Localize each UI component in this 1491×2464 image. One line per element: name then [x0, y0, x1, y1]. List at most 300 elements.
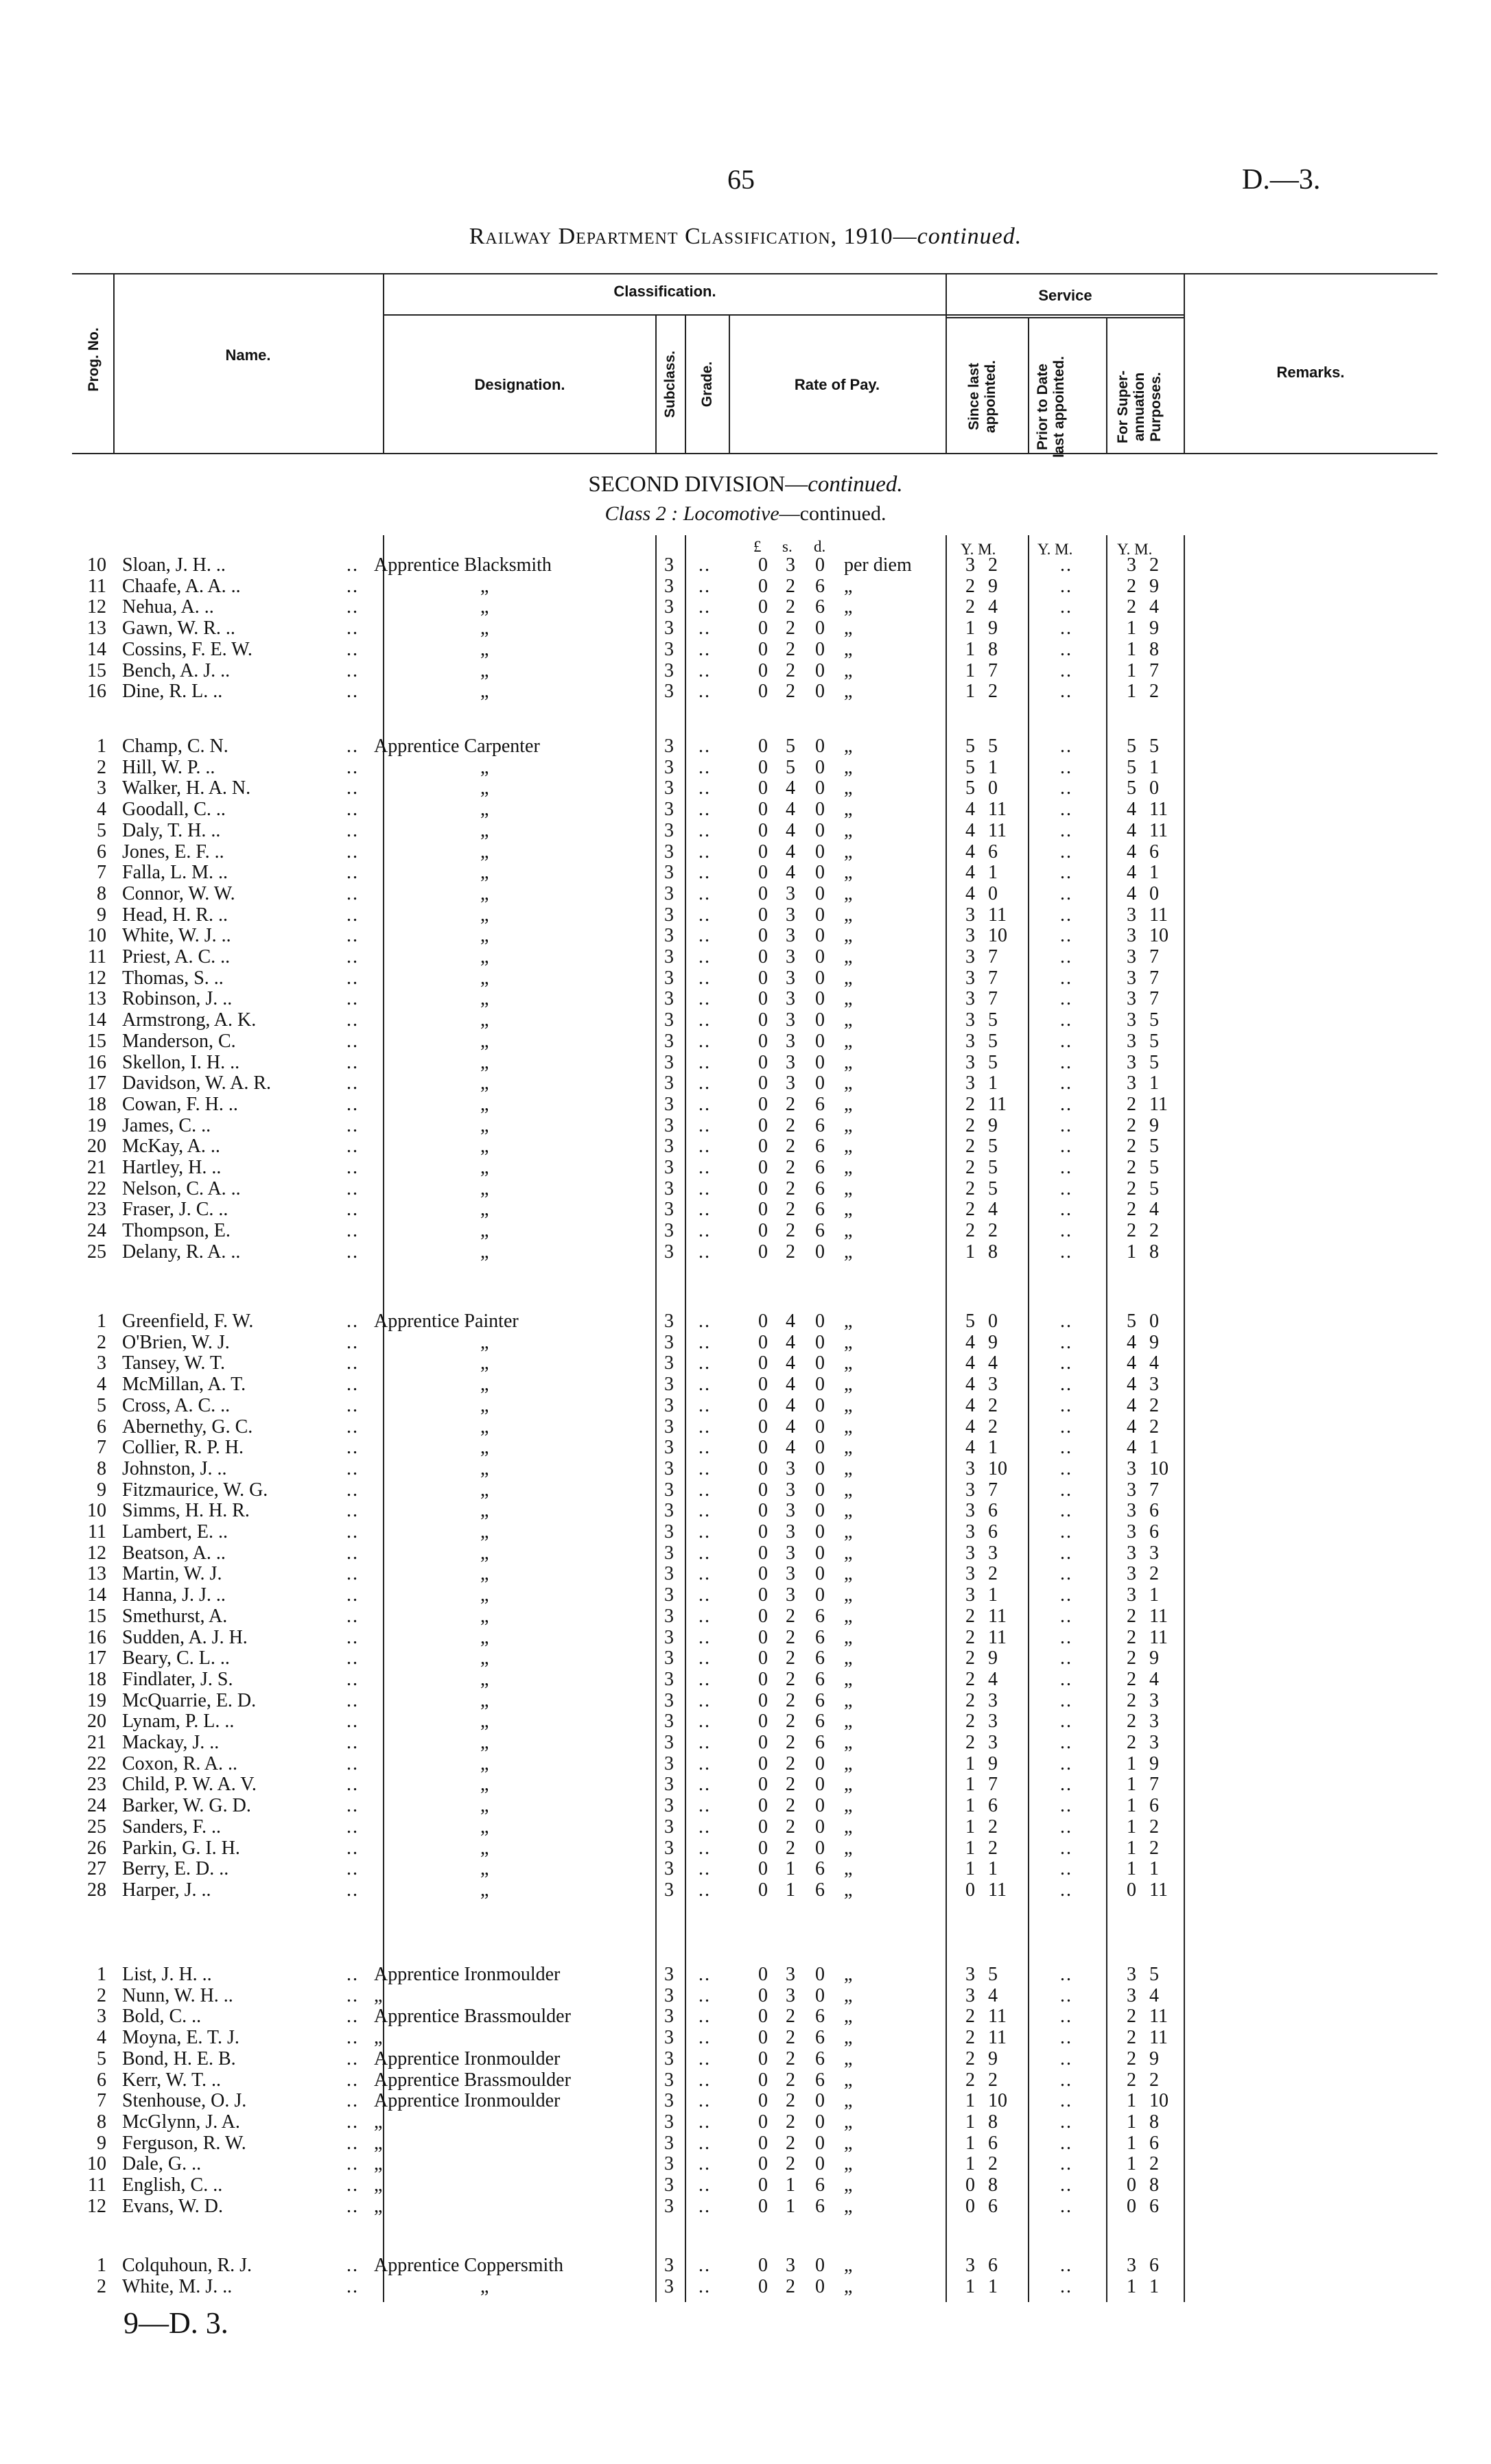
name-cell: Beatson, A. ..: [122, 1542, 226, 1564]
period-cell: „: [844, 681, 853, 702]
super-months-cell: 4: [1149, 1669, 1159, 1690]
name-cell: Beary, C. L. ..: [122, 1647, 230, 1669]
since-years-cell: 2: [965, 1669, 975, 1690]
prog-no-cell: 23: [87, 1199, 106, 1220]
super-months-cell: 2: [1149, 554, 1159, 576]
ditto-mark: „: [480, 1606, 489, 1627]
subclass-cell: 3: [664, 1115, 674, 1136]
table-row: [0, 1072, 1491, 1094]
grade-dots: ..: [698, 1352, 711, 1374]
since-years-cell: 4: [965, 1352, 975, 1374]
table-row: [0, 799, 1491, 821]
super-years-cell: 2: [1127, 2027, 1136, 2048]
since-months-cell: 9: [988, 576, 998, 597]
subclass-cell: 3: [664, 925, 674, 946]
prog-no-cell: 12: [87, 1542, 106, 1564]
table-row: [0, 862, 1491, 884]
pence-cell: 6: [815, 1711, 825, 1732]
name-cell: Greenfield, F. W.: [122, 1311, 254, 1332]
pence-cell: 0: [815, 1838, 825, 1859]
ditto-mark: „: [480, 1374, 489, 1395]
pounds-cell: 0: [758, 1437, 768, 1458]
super-months-cell: 6: [1149, 2255, 1159, 2276]
leader-dots: ..: [347, 1437, 359, 1458]
table-row: [0, 967, 1491, 989]
prog-no-cell: 9: [97, 904, 106, 926]
pounds-cell: 0: [758, 1178, 768, 1199]
table-row: [0, 1521, 1491, 1543]
table-row: [0, 639, 1491, 661]
pounds-cell: 0: [758, 1879, 768, 1901]
prior-dots: ..: [1060, 1647, 1072, 1669]
since-months-cell: 2: [988, 554, 998, 576]
since-months-cell: 10: [988, 2090, 1007, 2111]
grade-dots: ..: [698, 681, 711, 702]
since-years-cell: 1: [965, 2276, 975, 2297]
pence-cell: 0: [815, 883, 825, 904]
section-title-main: SECOND DIVISION—: [588, 472, 808, 497]
prior-dots: ..: [1060, 1479, 1072, 1501]
name-cell: Mackay, J. ..: [122, 1732, 220, 1753]
page-number: 65: [727, 164, 755, 195]
super-years-cell: 4: [1127, 1332, 1136, 1353]
since-months-cell: 2: [988, 1220, 998, 1241]
since-years-cell: 3: [965, 1458, 975, 1479]
prior-dots: ..: [1060, 862, 1072, 883]
pounds-cell: 0: [758, 2133, 768, 2154]
subclass-cell: 3: [664, 681, 674, 702]
table-row: [0, 576, 1491, 598]
leader-dots: ..: [347, 757, 359, 778]
shillings-cell: 2: [786, 1647, 795, 1669]
super-years-cell: 2: [1127, 1732, 1136, 1753]
super-years-cell: 3: [1127, 1964, 1136, 1985]
super-years-cell: 1: [1127, 1858, 1136, 1879]
subclass-cell: 3: [664, 1858, 674, 1879]
since-months-cell: 7: [988, 660, 998, 681]
pounds-cell: 0: [758, 1669, 768, 1690]
pounds-cell: 0: [758, 1199, 768, 1220]
pounds-cell: 0: [758, 660, 768, 681]
super-years-cell: 3: [1127, 554, 1136, 576]
pounds-cell: 0: [758, 2069, 768, 2091]
pence-cell: 0: [815, 967, 825, 989]
designation-cell: „: [374, 2174, 383, 2196]
period-cell: „: [844, 925, 853, 946]
grade-dots: ..: [698, 799, 711, 820]
pence-cell: 0: [815, 2153, 825, 2174]
subclass-cell: 3: [664, 736, 674, 757]
super-years-cell: 1: [1127, 1816, 1136, 1838]
leader-dots: ..: [347, 1795, 359, 1816]
since-years-cell: 4: [965, 841, 975, 863]
pence-cell: 0: [815, 2133, 825, 2154]
pounds-cell: 0: [758, 1052, 768, 1073]
ditto-mark: „: [480, 967, 489, 989]
period-cell: „: [844, 1627, 853, 1648]
super-years-cell: 2: [1127, 1669, 1136, 1690]
header-bottom-rule: [72, 453, 1437, 454]
table-row: [0, 2276, 1491, 2298]
subclass-cell: 3: [664, 1009, 674, 1031]
ditto-mark: „: [480, 1072, 489, 1094]
table-row: [0, 1500, 1491, 1522]
pence-cell: 0: [815, 1985, 825, 2006]
prog-no-cell: 12: [87, 967, 106, 989]
ditto-mark: „: [480, 1542, 489, 1564]
subclass-cell: 3: [664, 2048, 674, 2069]
super-months-cell: 5: [1149, 1964, 1159, 1985]
super-months-cell: 4: [1149, 596, 1159, 618]
table-row: [0, 1395, 1491, 1417]
leader-dots: ..: [347, 1647, 359, 1669]
prior-dots: ..: [1060, 1964, 1072, 1985]
prior-dots: ..: [1060, 2174, 1072, 2196]
since-years-cell: 4: [965, 1395, 975, 1416]
subclass-cell: 3: [664, 2090, 674, 2111]
pence-cell: 0: [815, 736, 825, 757]
super-years-cell: 1: [1127, 660, 1136, 681]
subclass-cell: 3: [664, 757, 674, 778]
header-top-rule: [72, 273, 1437, 274]
ditto-mark: „: [480, 1157, 489, 1178]
subclass-cell: 3: [664, 1395, 674, 1416]
period-cell: „: [844, 2133, 853, 2154]
prog-no-cell: 1: [97, 1311, 106, 1332]
since-years-cell: 1: [965, 2133, 975, 2154]
since-months-cell: 2: [988, 681, 998, 702]
super-years-cell: 1: [1127, 1774, 1136, 1795]
grade-dots: ..: [698, 1795, 711, 1816]
super-months-cell: 1: [1149, 862, 1159, 883]
subclass-cell: 3: [664, 1606, 674, 1627]
prior-dots: ..: [1060, 1584, 1072, 1606]
since-months-cell: 4: [988, 1985, 998, 2006]
pounds-cell: 0: [758, 2048, 768, 2069]
subclass-cell: 3: [664, 1136, 674, 1157]
table-row: [0, 1647, 1491, 1669]
since-years-cell: 3: [965, 1479, 975, 1501]
subclass-cell: 3: [664, 1311, 674, 1332]
since-years-cell: 5: [965, 757, 975, 778]
subclass-cell: 3: [664, 1241, 674, 1263]
pounds-cell: 0: [758, 1332, 768, 1353]
prior-dots: ..: [1060, 576, 1072, 597]
prior-dots: ..: [1060, 681, 1072, 702]
name-cell: McMillan, A. T.: [122, 1374, 246, 1395]
since-years-cell: 2: [965, 1178, 975, 1199]
since-months-cell: 0: [988, 883, 998, 904]
name-cell: Sanders, F. ..: [122, 1816, 221, 1838]
since-years-cell: 1: [965, 2111, 975, 2133]
table-row: [0, 2048, 1491, 2070]
prior-dots: ..: [1060, 904, 1072, 926]
period-cell: „: [844, 1416, 853, 1438]
name-cell: Thomas, S. ..: [122, 967, 224, 989]
grade-dots: ..: [698, 1395, 711, 1416]
prog-no-cell: 23: [87, 1774, 106, 1795]
since-years-cell: 2: [965, 1711, 975, 1732]
ditto-mark: „: [480, 1009, 489, 1031]
grade-dots: ..: [698, 1311, 711, 1332]
pounds-cell: 0: [758, 1838, 768, 1859]
since-months-cell: 0: [988, 1311, 998, 1332]
super-months-cell: 11: [1149, 2027, 1168, 2048]
super-months-cell: 7: [1149, 660, 1159, 681]
pounds-cell: 0: [758, 1115, 768, 1136]
pence-cell: 6: [815, 1627, 825, 1648]
table-row: [0, 2196, 1491, 2218]
pounds-cell: 0: [758, 736, 768, 757]
leader-dots: ..: [347, 2090, 359, 2111]
super-months-cell: 2: [1149, 1838, 1159, 1859]
name-cell: Dine, R. L. ..: [122, 681, 223, 702]
since-years-cell: 5: [965, 1311, 975, 1332]
grade-dots: ..: [698, 1816, 711, 1838]
super-months-cell: 9: [1149, 1647, 1159, 1669]
subclass-cell: 3: [664, 618, 674, 639]
designation-cell: Apprentice Carpenter: [374, 736, 540, 757]
since-years-cell: 1: [965, 681, 975, 702]
period-cell: „: [844, 2090, 853, 2111]
name-cell: List, J. H. ..: [122, 1964, 212, 1985]
pence-cell: 0: [815, 554, 825, 576]
subclass-cell: 3: [664, 1669, 674, 1690]
since-years-cell: 3: [965, 1052, 975, 1073]
table-row: [0, 1563, 1491, 1585]
super-months-cell: 3: [1149, 1732, 1159, 1753]
ditto-mark: „: [480, 925, 489, 946]
name-cell: Delany, R. A. ..: [122, 1241, 241, 1263]
name-cell: James, C. ..: [122, 1115, 211, 1136]
super-years-cell: 2: [1127, 2069, 1136, 2091]
super-years-cell: 3: [1127, 988, 1136, 1009]
shillings-cell: 2: [786, 2069, 795, 2091]
name-cell: Barker, W. G. D.: [122, 1795, 251, 1816]
table-row: [0, 1858, 1491, 1880]
prog-no-cell: 2: [97, 2276, 106, 2297]
super-months-cell: 2: [1149, 1416, 1159, 1438]
grade-dots: ..: [698, 1374, 711, 1395]
super-years-cell: 3: [1127, 1458, 1136, 1479]
prog-no-cell: 15: [87, 1606, 106, 1627]
super-years-cell: 4: [1127, 820, 1136, 841]
since-months-cell: 1: [988, 862, 998, 883]
grade-dots: ..: [698, 1332, 711, 1353]
since-years-cell: 4: [965, 1374, 975, 1395]
since-months-cell: 9: [988, 1647, 998, 1669]
prior-dots: ..: [1060, 618, 1072, 639]
shillings-cell: 3: [786, 1584, 795, 1606]
subclass-cell: 3: [664, 841, 674, 863]
period-cell: „: [844, 820, 853, 841]
super-months-cell: 1: [1149, 1072, 1159, 1094]
super-months-cell: 0: [1149, 777, 1159, 799]
prog-no-cell: 6: [97, 841, 106, 863]
period-cell: „: [844, 904, 853, 926]
prog-no-cell: 25: [87, 1816, 106, 1838]
shillings-cell: 3: [786, 1009, 795, 1031]
grade-dots: ..: [698, 1606, 711, 1627]
since-years-cell: 1: [965, 1795, 975, 1816]
pounds-cell: 0: [758, 1584, 768, 1606]
title-year: , 1910—: [830, 224, 917, 249]
prog-no-cell: 3: [97, 1352, 106, 1374]
unit-ym-since: Y. M.: [961, 541, 996, 558]
leader-dots: ..: [347, 799, 359, 820]
subclass-cell: 3: [664, 820, 674, 841]
pence-cell: 6: [815, 1199, 825, 1220]
super-years-cell: 1: [1127, 1241, 1136, 1263]
period-cell: „: [844, 946, 853, 967]
grade-dots: ..: [698, 2255, 711, 2276]
designation-cell: Apprentice Brassmoulder: [374, 2069, 571, 2091]
super-months-cell: 3: [1149, 1374, 1159, 1395]
grade-dots: ..: [698, 1479, 711, 1501]
ditto-mark: „: [480, 1395, 489, 1416]
super-years-cell: 3: [1127, 1479, 1136, 1501]
pence-cell: 0: [815, 1774, 825, 1795]
shillings-cell: 5: [786, 736, 795, 757]
prog-no-cell: 15: [87, 660, 106, 681]
super-months-cell: 11: [1149, 1606, 1168, 1627]
super-months-cell: 11: [1149, 1627, 1168, 1648]
ditto-mark: „: [480, 1838, 489, 1859]
since-years-cell: 3: [965, 1985, 975, 2006]
grade-dots: ..: [698, 2196, 711, 2217]
name-cell: Hanna, J. J. ..: [122, 1584, 226, 1606]
pounds-cell: 0: [758, 862, 768, 883]
since-years-cell: 2: [965, 1157, 975, 1178]
prog-no-cell: 6: [97, 1416, 106, 1438]
period-cell: „: [844, 1500, 853, 1521]
grade-dots: ..: [698, 1584, 711, 1606]
period-cell: „: [844, 1395, 853, 1416]
super-months-cell: 7: [1149, 946, 1159, 967]
prog-no-cell: 8: [97, 2111, 106, 2133]
prog-no-cell: 12: [87, 596, 106, 618]
prog-no-cell: 13: [87, 988, 106, 1009]
name-cell: Cossins, F. E. W.: [122, 639, 253, 660]
super-years-cell: 1: [1127, 2090, 1136, 2111]
since-months-cell: 5: [988, 736, 998, 757]
super-years-cell: 0: [1127, 1879, 1136, 1901]
pounds-cell: 0: [758, 1774, 768, 1795]
period-cell: „: [844, 1311, 853, 1332]
table-row: [0, 925, 1491, 947]
subclass-cell: 3: [664, 967, 674, 989]
shillings-cell: 2: [786, 1241, 795, 1263]
pounds-cell: 0: [758, 967, 768, 989]
table-row: [0, 681, 1491, 703]
shillings-cell: 4: [786, 1352, 795, 1374]
designation-cell: Apprentice Ironmoulder: [374, 2048, 561, 2069]
super-months-cell: 8: [1149, 1241, 1159, 1263]
super-years-cell: 3: [1127, 1500, 1136, 1521]
period-cell: „: [844, 2174, 853, 2196]
period-cell: „: [844, 736, 853, 757]
prior-dots: ..: [1060, 1521, 1072, 1542]
table-row: [0, 1753, 1491, 1775]
since-months-cell: 1: [988, 757, 998, 778]
leader-dots: ..: [347, 1009, 359, 1031]
super-years-cell: 5: [1127, 757, 1136, 778]
super-years-cell: 3: [1127, 2255, 1136, 2276]
prior-dots: ..: [1060, 1157, 1072, 1178]
leader-dots: ..: [347, 1816, 359, 1838]
col-rule-subclass: [685, 314, 686, 453]
pence-cell: 6: [815, 2006, 825, 2027]
pounds-cell: 0: [758, 1009, 768, 1031]
pence-cell: 0: [815, 1241, 825, 1263]
leader-dots: ..: [347, 1774, 359, 1795]
since-months-cell: 2: [988, 1416, 998, 1438]
super-months-cell: 6: [1149, 2196, 1159, 2217]
since-years-cell: 3: [965, 1584, 975, 1606]
since-years-cell: 1: [965, 1858, 975, 1879]
shillings-cell: 2: [786, 2153, 795, 2174]
since-months-cell: 5: [988, 1178, 998, 1199]
grade-dots: ..: [698, 596, 711, 618]
pence-cell: 0: [815, 1374, 825, 1395]
since-months-cell: 1: [988, 1584, 998, 1606]
pounds-cell: 0: [758, 1220, 768, 1241]
name-cell: Berry, E. D. ..: [122, 1858, 229, 1879]
pence-cell: 6: [815, 1220, 825, 1241]
shillings-cell: 2: [786, 1795, 795, 1816]
subclass-cell: 3: [664, 799, 674, 820]
period-cell: „: [844, 1647, 853, 1669]
period-cell: „: [844, 1458, 853, 1479]
shillings-cell: 3: [786, 1521, 795, 1542]
prog-no-cell: 16: [87, 1627, 106, 1648]
period-cell: „: [844, 1964, 853, 1985]
subclass-cell: 3: [664, 2276, 674, 2297]
leader-dots: ..: [347, 1584, 359, 1606]
since-months-cell: 7: [988, 946, 998, 967]
unit-pounds: £: [753, 538, 762, 555]
unit-ym-super: Y. M.: [1117, 541, 1153, 558]
prog-no-cell: 16: [87, 1052, 106, 1073]
super-years-cell: 2: [1127, 1136, 1136, 1157]
super-years-cell: 2: [1127, 1690, 1136, 1711]
leader-dots: ..: [347, 1094, 359, 1115]
pounds-cell: 0: [758, 1858, 768, 1879]
since-years-cell: 1: [965, 1838, 975, 1859]
pounds-cell: 0: [758, 618, 768, 639]
grade-dots: ..: [698, 1964, 711, 1985]
name-cell: Chaafe, A. A. ..: [122, 576, 241, 597]
since-years-cell: 3: [965, 904, 975, 926]
super-months-cell: 0: [1149, 883, 1159, 904]
col-head-superannuation: For Super-annuation Purposes.: [1115, 370, 1164, 444]
period-cell: „: [844, 1690, 853, 1711]
subclass-cell: 3: [664, 1774, 674, 1795]
pounds-cell: 0: [758, 1732, 768, 1753]
designation-cell: Apprentice Ironmoulder: [374, 2090, 561, 2111]
prog-no-cell: 10: [87, 1500, 106, 1521]
period-cell: „: [844, 2255, 853, 2276]
grade-dots: ..: [698, 2133, 711, 2154]
super-years-cell: 2: [1127, 1199, 1136, 1220]
ditto-mark: „: [480, 1136, 489, 1157]
super-years-cell: 2: [1127, 1606, 1136, 1627]
subclass-cell: 3: [664, 596, 674, 618]
pounds-cell: 0: [758, 925, 768, 946]
leader-dots: ..: [347, 862, 359, 883]
pence-cell: 0: [815, 1332, 825, 1353]
subclass-cell: 3: [664, 1584, 674, 1606]
